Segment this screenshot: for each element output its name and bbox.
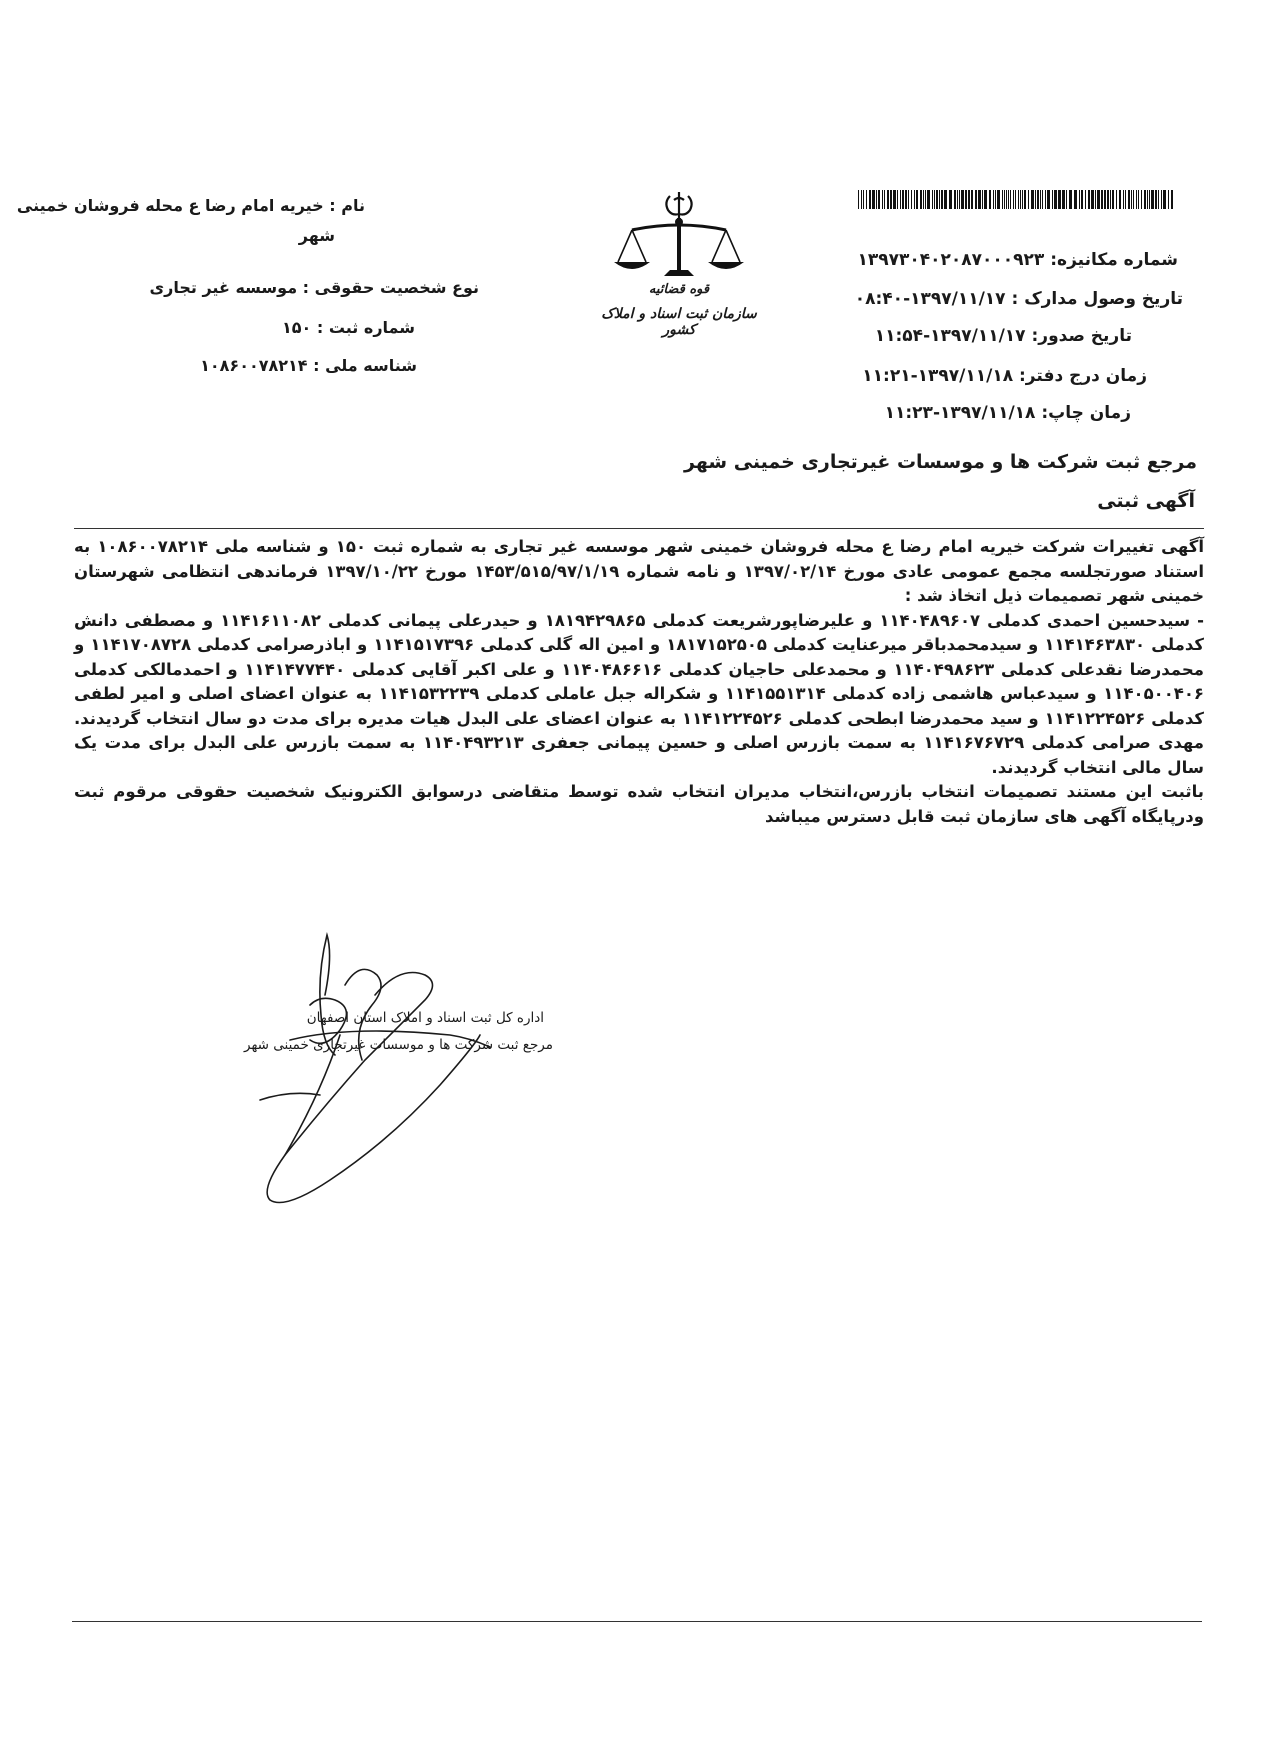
barcode-bar bbox=[900, 190, 901, 209]
entity-type: نوع شخصیت حقوقی : موسسه غیر تجاری bbox=[149, 278, 479, 297]
barcode-bar bbox=[1066, 190, 1067, 209]
emblem-text-top: قوه قضائیه bbox=[648, 282, 710, 297]
barcode-bar bbox=[1119, 190, 1121, 209]
barcode-bar bbox=[1128, 190, 1130, 209]
barcode-bar bbox=[954, 190, 956, 209]
barcode-bar bbox=[1006, 190, 1007, 209]
barcode-bar bbox=[1112, 190, 1114, 209]
company-name: نام : خیریه امام رضا ع محله فروشان خمینی bbox=[16, 196, 365, 215]
barcode-bar bbox=[1008, 190, 1009, 209]
barcode-bar bbox=[1028, 190, 1029, 209]
barcode-bar bbox=[872, 190, 875, 209]
barcode-bar bbox=[1097, 190, 1100, 209]
registration-number: شماره ثبت : ۱۵۰ bbox=[281, 318, 415, 337]
barcode-bar bbox=[1024, 190, 1026, 209]
barcode-bar bbox=[916, 190, 918, 209]
barcode-bar bbox=[1155, 190, 1157, 209]
national-id: شناسه ملی : ۱۰۸۶۰۰۷۸۲۱۴ bbox=[200, 356, 417, 375]
barcode-bar bbox=[911, 190, 912, 209]
barcode-bar bbox=[989, 190, 991, 209]
barcode-bar bbox=[961, 190, 964, 209]
barcode-bar bbox=[878, 190, 880, 209]
barcode-bar bbox=[884, 190, 885, 209]
barcode-bar bbox=[1047, 190, 1050, 209]
barcode-bar bbox=[927, 190, 930, 209]
barcode-bar bbox=[1136, 190, 1137, 209]
barcode-bar bbox=[957, 190, 958, 209]
barcode-bar bbox=[1171, 190, 1173, 209]
barcode-bar bbox=[902, 190, 904, 209]
barcode-bar bbox=[1149, 190, 1150, 209]
barcode-bar bbox=[1151, 190, 1154, 209]
barcode-bar bbox=[897, 190, 898, 209]
barcode-bar bbox=[1015, 190, 1016, 209]
barcode-bar bbox=[1144, 190, 1146, 209]
barcode-bar bbox=[1133, 190, 1134, 209]
barcode-bar bbox=[1138, 190, 1139, 209]
barcode-bar bbox=[1161, 190, 1162, 209]
barcode-bar bbox=[1158, 190, 1159, 209]
barcode-bar bbox=[941, 190, 943, 209]
barcode-bar bbox=[1079, 190, 1080, 209]
bottom-divider bbox=[72, 1621, 1202, 1622]
barcode-bar bbox=[965, 190, 967, 209]
barcode-bar bbox=[890, 190, 892, 209]
barcode-bar bbox=[887, 190, 889, 209]
barcode-bar bbox=[995, 190, 996, 209]
barcode-bar bbox=[1037, 190, 1039, 209]
barcode-bar bbox=[905, 190, 907, 209]
barcode-bar bbox=[1095, 190, 1096, 209]
barcode-bar bbox=[914, 190, 915, 209]
barcode-bar bbox=[1062, 190, 1065, 209]
top-divider bbox=[74, 528, 1204, 529]
barcode bbox=[858, 190, 1174, 209]
barcode-bar bbox=[1168, 190, 1169, 209]
barcode-bar bbox=[1125, 190, 1126, 209]
ledger-entry-date: زمان درج دفتر: ۱۳۹۷/۱۱/۱۸-۱۱:۲۱ bbox=[862, 366, 1147, 386]
barcode-bar bbox=[1088, 190, 1090, 209]
barcode-bar bbox=[959, 190, 960, 209]
barcode-bar bbox=[1163, 190, 1166, 209]
barcode-bar bbox=[978, 190, 981, 209]
barcode-bar bbox=[975, 190, 977, 209]
authority-heading: مرجع ثبت شرکت ها و موسسات غیرتجاری خمینی شهر bbox=[684, 451, 1197, 473]
company-name-cont: شهر bbox=[298, 226, 335, 245]
barcode-bar bbox=[858, 190, 859, 209]
print-date: زمان چاپ: ۱۳۹۷/۱۱/۱۸-۱۱:۲۳ bbox=[884, 403, 1131, 423]
documents-received-date: تاریخ وصول مدارک : ۱۳۹۷/۱۱/۱۷-۰۸:۴۰ bbox=[854, 289, 1183, 309]
barcode-bar bbox=[1022, 190, 1023, 209]
barcode-bar bbox=[863, 190, 864, 209]
barcode-bar bbox=[893, 190, 896, 209]
barcode-bar bbox=[1002, 190, 1003, 209]
notice-body bbox=[74, 535, 1204, 829]
barcode-bar bbox=[1147, 190, 1148, 209]
barcode-bar bbox=[1020, 190, 1021, 209]
barcode-bar bbox=[1085, 190, 1086, 209]
barcode-bar bbox=[1052, 190, 1053, 209]
emblem-text-bottom: سازمان ثبت اسناد و املاک کشور bbox=[601, 306, 757, 338]
barcode-bar bbox=[932, 190, 933, 209]
barcode-bar bbox=[1035, 190, 1036, 209]
barcode-bar bbox=[968, 190, 970, 209]
barcode-bar bbox=[1107, 190, 1109, 209]
barcode-bar bbox=[939, 190, 940, 209]
barcode-bar bbox=[982, 190, 983, 209]
barcode-bar bbox=[936, 190, 938, 209]
barcode-bar bbox=[1069, 190, 1072, 209]
barcode-bar bbox=[1116, 190, 1117, 209]
barcode-bar bbox=[1123, 190, 1124, 209]
barcode-bar bbox=[1010, 190, 1011, 209]
notice-title: آگهی ثبتی bbox=[1097, 490, 1195, 512]
barcode-bar bbox=[869, 190, 871, 209]
barcode-bar bbox=[993, 190, 994, 209]
signature-line-2: مرجع ثبت شرکت ها و موسسات غیرتجاری خمینی شهر bbox=[244, 1037, 553, 1053]
body-paragraph-closing: باثبت این مستند تصمیمات انتخاب بازرس،انتخاب مدیران انتخاب شده توسط متقاضی درسوابق الکترونیک شخصیت حقوقی مرقوم ثبت ودرپایگاه آگهی های سازمان ثبت قابل دسترس میباشد bbox=[74, 782, 1204, 826]
body-paragraph-intro: آگهی تغییرات شرکت خیریه امام رضا ع محله فروشان خمینی شهر موسسه غیر تجاری به شماره ثبت ۱۵۰ و شناسه ملی ۱۰۸۶۰۰۷۸۲۱۴ به استناد صورتجلسه مجمع عمومی عادی مورخ ۱۳۹۷/۰۲/۱۴ و نامه شماره ۱۴۵۳/۵۱۵/۹۷/۱/۱۹ مورخ ۱۳۹۷/۱۰/۲۲ فرماندهی انتظامی شهرستان خمینی شهر تصمیمات ذیل اتخاذ شد : bbox=[74, 537, 1204, 605]
barcode-bar bbox=[1101, 190, 1103, 209]
barcode-bar bbox=[908, 190, 909, 209]
barcode-bar bbox=[1018, 190, 1019, 209]
barcode-bar bbox=[876, 190, 877, 209]
barcode-bar bbox=[1081, 190, 1083, 209]
issue-date: تاریخ صدور: ۱۳۹۷/۱۱/۱۷-۱۱:۵۴ bbox=[874, 326, 1132, 346]
barcode-bar bbox=[925, 190, 926, 209]
barcode-bar bbox=[1004, 190, 1005, 209]
barcode-bar bbox=[934, 190, 935, 209]
barcode-bar bbox=[944, 190, 947, 209]
mechanized-number: شماره مکانیزه: ۱۳۹۷۳۰۴۰۲۰۸۷۰۰۰۹۲۳ bbox=[857, 250, 1178, 270]
body-paragraph-decisions: - سیدحسین احمدی کدملی ۱۱۴۰۴۸۹۶۰۷ و علیرضاپورشریعت کدملی ۱۸۱۹۴۲۹۸۶۵ و حیدرعلی پیمانی کدملی ۱۱۴۱۶۱۱۰۸۲ و مصطفی دانش کدملی ۱۱۴۱۴۶۳۸۳۰ و سیدمحمدباقر میرعنایت کدملی ۱۸۱۷۱۵۲۵۰۵ و امین اله گلی کدملی ۱۱۴۱۵۱۷۳۹۶ و اباذرصرامی کدملی ۱۱۴۱۷۰۸۷۲۸ و محمدرضا نقدعلی کدملی ۱۱۴۰۴۹۸۶۲۳ و محمدعلی حاجیان کدملی ۱۱۴۰۴۸۶۶۱۶ و علی اکبر آقایی کدملی ۱۱۴۱۴۷۷۴۴۰ و احمدمالکی کدملی ۱۱۴۰۵۰۰۴۰۶ و سیدعباس هاشمی زاده کدملی ۱۱۴۱۵۵۱۳۱۴ و شکراله جبل عاملی کدملی ۱۱۴۱۵۳۲۲۳۹ به عنوان اعضای اصلی و امیر لطفی کدملی ۱۱۴۱۲۲۴۵۲۶ و سید محمدرضا ابطحی کدملی ۱۱۴۱۲۲۴۵۲۶ به عنوان اعضای علی البدل هیات مدیره برای مدت دو سال انتخاب گردیدند. مهدی صرامی کدملی ۱۱۴۱۶۷۶۷۲۹ به سمت بازرس اصلی و حسین پیمانی جعفری ۱۱۴۰۴۹۳۲۱۳ به سمت بازرس علی البدل برای مدت یک سال مالی انتخاب گردیدند. bbox=[74, 610, 1205, 777]
barcode-bar bbox=[882, 190, 883, 209]
barcode-bar bbox=[971, 190, 973, 209]
barcode-bar bbox=[997, 190, 1000, 209]
barcode-bar bbox=[1104, 190, 1106, 209]
barcode-bar bbox=[1031, 190, 1034, 209]
judiciary-emblem bbox=[598, 190, 760, 340]
signature-line-1: اداره کل ثبت اسناد و املاک استان اصفهان bbox=[306, 1010, 544, 1026]
barcode-bar bbox=[1091, 190, 1094, 209]
barcode-bar bbox=[949, 190, 952, 209]
barcode-bar bbox=[1058, 190, 1061, 209]
barcode-bar bbox=[984, 190, 987, 209]
barcode-bar bbox=[1040, 190, 1041, 209]
handwritten-signature bbox=[170, 925, 510, 1215]
barcode-bar bbox=[1141, 190, 1142, 209]
barcode-bar bbox=[920, 190, 922, 209]
barcode-bar bbox=[1045, 190, 1046, 209]
barcode-bar bbox=[866, 190, 867, 209]
barcode-bar bbox=[923, 190, 924, 209]
barcode-bar bbox=[1074, 190, 1077, 209]
barcode-bar bbox=[1054, 190, 1057, 209]
barcode-bar bbox=[1131, 190, 1132, 209]
barcode-bar bbox=[1110, 190, 1111, 209]
barcode-bar bbox=[1042, 190, 1043, 209]
barcode-bar bbox=[861, 190, 862, 209]
barcode-bar bbox=[1013, 190, 1014, 209]
